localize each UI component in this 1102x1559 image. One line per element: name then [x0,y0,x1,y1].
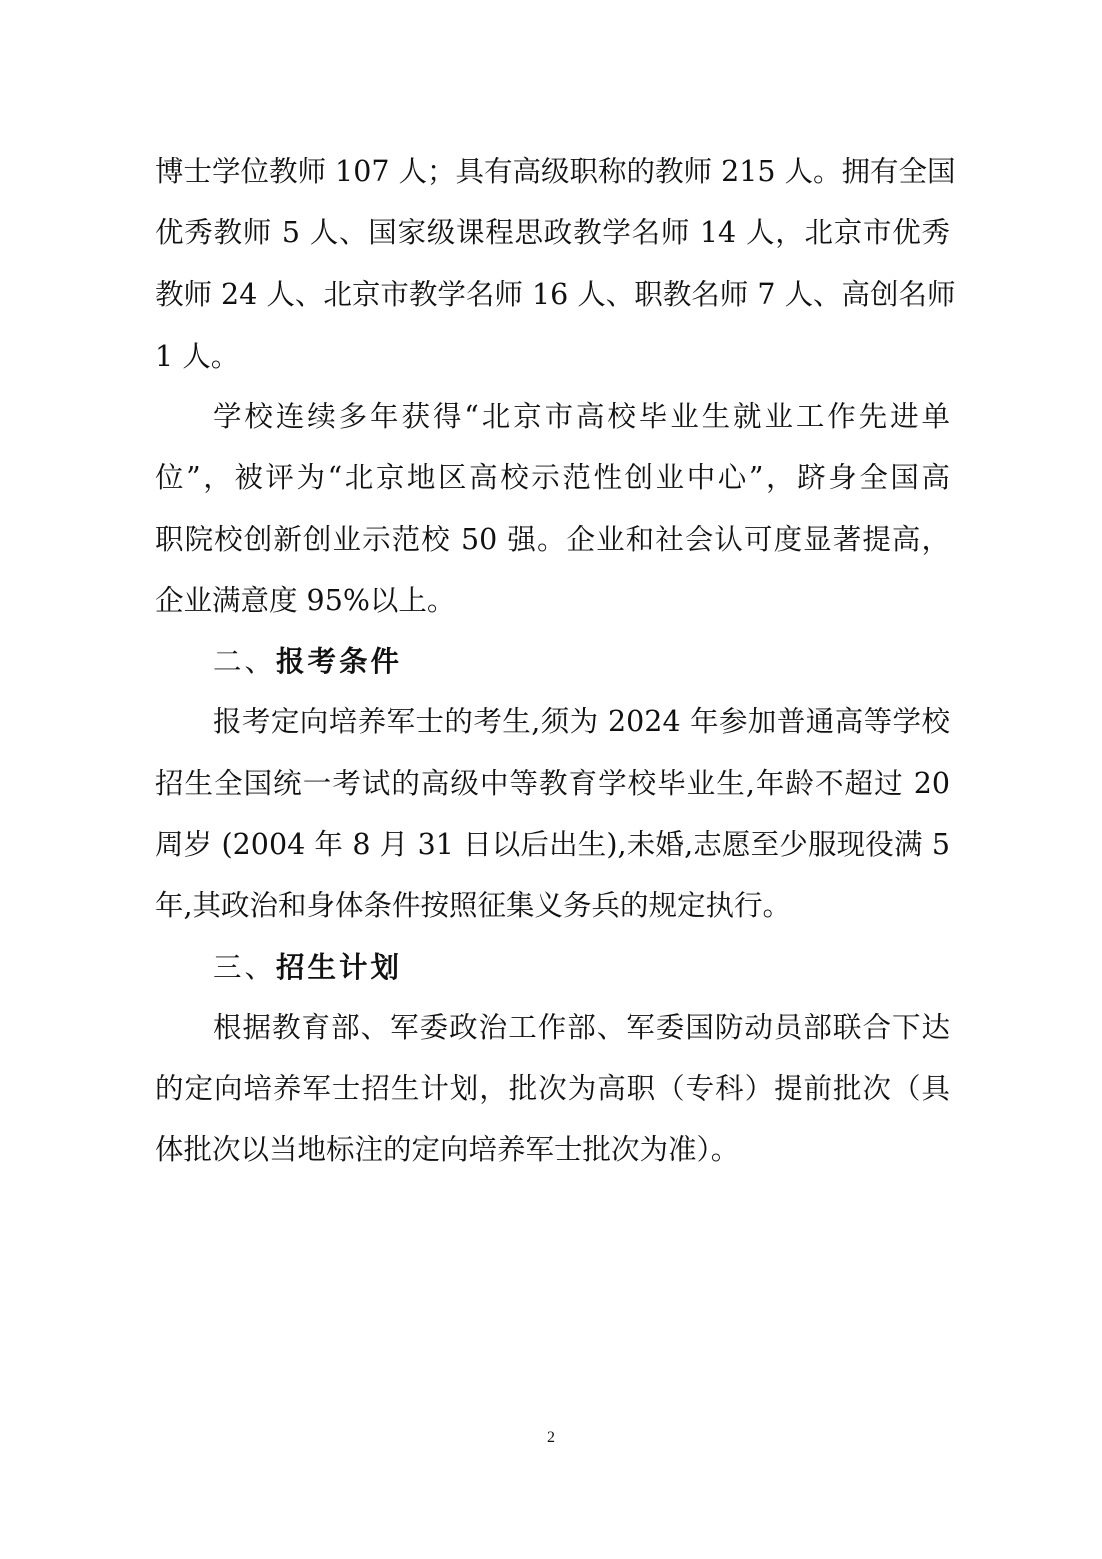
heading-number: 三、 [213,951,277,984]
text-line: 招生全国统一考试的高级中等教育学校毕业生,年龄不超过 20 [155,767,950,800]
text-line: 企业满意度 95%以上。 [155,584,456,617]
text-line: 博士学位教师 107 人；具有高级职称的教师 215 人。拥有全国 [155,155,956,188]
text-line: 根据教育部、军委政治工作部、军委国防动员部联合下达 [213,1011,950,1044]
section-heading-plan [213,947,402,987]
text-line: 年,其政治和身体条件按照征集义务兵的规定执行。 [155,889,792,922]
text-line: 位”，被评为“北京地区高校示范性创业中心”，跻身全国高 [155,461,950,494]
text-line: 报考定向培养军士的考生,须为 2024 年参加普通高等学校 [213,705,950,738]
text-line: 学校连续多年获得“北京市高校毕业生就业工作先进单 [213,400,950,433]
section-heading-requirements [213,641,402,681]
text-line: 教师 24 人、北京市教学名师 16 人、职教名师 7 人、高创名师 [155,278,956,311]
text-line: 优秀教师 5 人、国家级课程思政教学名师 14 人，北京市优秀 [155,216,950,249]
heading-title: 报考条件 [276,644,403,678]
heading-number: 二、 [213,645,277,678]
text-line: 职院校创新创业示范校 50 强。企业和社会认可度显著提高， [155,523,950,556]
text-line: 体批次以当地标注的定向培养军士批次为准）。 [155,1133,740,1166]
page-number: 2 [547,1429,555,1446]
text-line: 1 人。 [155,340,240,373]
text-line: 周岁 (2004 年 8 月 31 日以后出生),未婚,志愿至少服现役满 5 [155,828,950,861]
heading-title: 招生计划 [276,950,403,984]
text-line: 的定向培养军士招生计划，批次为高职（专科）提前批次（具 [155,1072,950,1105]
